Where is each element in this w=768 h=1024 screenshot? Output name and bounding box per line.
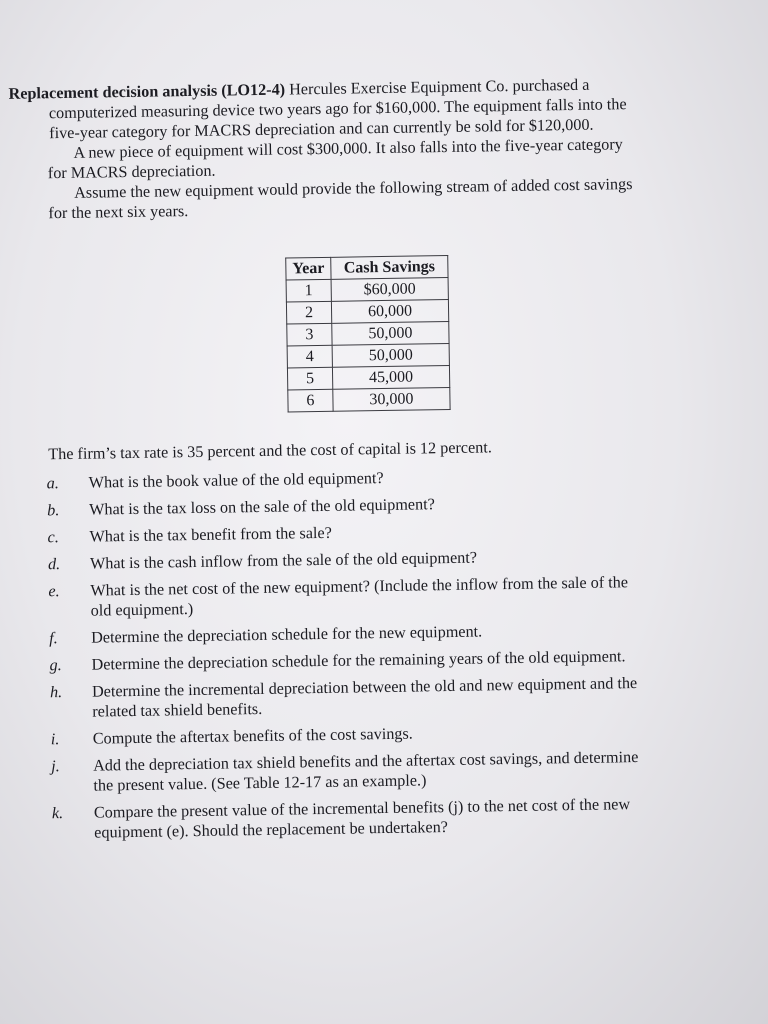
question-text: What is the book value of the old equipment? [88, 469, 384, 492]
year-cell: 4 [287, 345, 332, 368]
question-text: related tax shield benefits. [92, 699, 263, 721]
question-label: a. [46, 474, 60, 493]
question-label: h. [49, 683, 63, 702]
para3-line-1: Assume the new equipment would provide the following stream of added cost savings [74, 175, 633, 202]
table-row [288, 387, 450, 412]
savings-cell: $60,000 [331, 277, 448, 301]
question-label: b. [47, 501, 60, 520]
question-label: c. [47, 528, 59, 547]
question-text: What is the tax benefit from the sale? [89, 523, 332, 546]
question-label: j. [51, 757, 60, 776]
savings-cell: 50,000 [332, 321, 449, 345]
question-text: What is the cash inflow from the sale of the old equipment? [89, 548, 478, 573]
question-k [52, 792, 753, 843]
question-a [47, 462, 747, 493]
question-text: old equipment.) [90, 600, 194, 620]
year-cell: 1 [286, 279, 331, 302]
table-header-row [286, 255, 448, 280]
question-text: What is the net cost of the new equipment? (Include the inflow from the sale of the [90, 573, 629, 600]
year-cell: 2 [286, 301, 331, 324]
savings-cell: 60,000 [331, 299, 448, 323]
header-cash-savings: Cash Savings [331, 255, 448, 279]
para3-line-2: for the next six years. [48, 202, 189, 223]
question-label: i. [50, 730, 60, 749]
question-text: Compare the present value of the incremental benefits (j) to the net cost of the new [93, 795, 631, 822]
question-text: Add the depreciation tax shield benefits and the aftertax cost savings, and determine [93, 748, 639, 775]
table-row [286, 277, 448, 302]
question-c [47, 516, 747, 547]
question-text: Determine the depreciation schedule for the new equipment. [91, 622, 483, 647]
savings-cell: 50,000 [332, 343, 449, 367]
question-j [51, 745, 752, 796]
cash-savings-table [285, 255, 450, 413]
question-d [48, 543, 748, 574]
question-e [48, 570, 749, 621]
para2-line-1: A new piece of equipment will cost $300,000. It also falls into the five-year category [73, 135, 623, 162]
question-i [51, 718, 751, 749]
question-label: g. [49, 656, 62, 675]
question-label: d. [47, 555, 61, 574]
question-label: e. [48, 582, 60, 601]
question-label: k. [51, 804, 64, 823]
intro-text-1: Hercules Exercise Equipment Co. purchased a [284, 75, 590, 99]
savings-cell: 30,000 [333, 387, 450, 411]
question-text: Determine the depreciation schedule for the remaining years of the old equipment. [91, 647, 626, 674]
question-label: f. [49, 629, 58, 648]
savings-cell: 45,000 [332, 365, 449, 389]
intro-line-3: five-year category for MACRS depreciation and can currently be sold for $120,000. [49, 115, 594, 143]
table-row [287, 321, 449, 346]
header-year: Year [286, 257, 331, 280]
table-row [287, 365, 449, 390]
question-g [49, 644, 749, 675]
year-cell: 6 [288, 389, 333, 412]
problem-title: Replacement decision analysis (LO12-4) [8, 80, 286, 103]
table-row [287, 343, 449, 368]
question-text: equipment (e). Should the replacement be undertaken? [94, 818, 449, 842]
question-h [50, 671, 751, 722]
para2-line-2: for MACRS depreciation. [47, 161, 216, 183]
question-text: the present value. (See Table 12-17 as an example.) [93, 771, 427, 795]
year-cell: 3 [287, 323, 332, 346]
question-text: Determine the incremental depreciation between the old and new equipment and the [91, 674, 638, 701]
problem-intro [8, 73, 732, 224]
table-row [286, 299, 448, 324]
question-b [47, 489, 747, 520]
question-text: Compute the aftertax benefits of the cost savings. [92, 724, 413, 748]
question-text: What is the tax loss on the sale of the old equipment? [89, 495, 435, 519]
year-cell: 5 [287, 367, 332, 390]
question-list [47, 462, 753, 850]
intro-line-2: computerized measuring device two years ago for $160,000. The equipment falls into the [48, 95, 627, 123]
question-f [49, 617, 749, 648]
tax-rate-statement: The firm’s tax rate is 35 percent and the cost of capital is 12 percent. [48, 438, 493, 464]
